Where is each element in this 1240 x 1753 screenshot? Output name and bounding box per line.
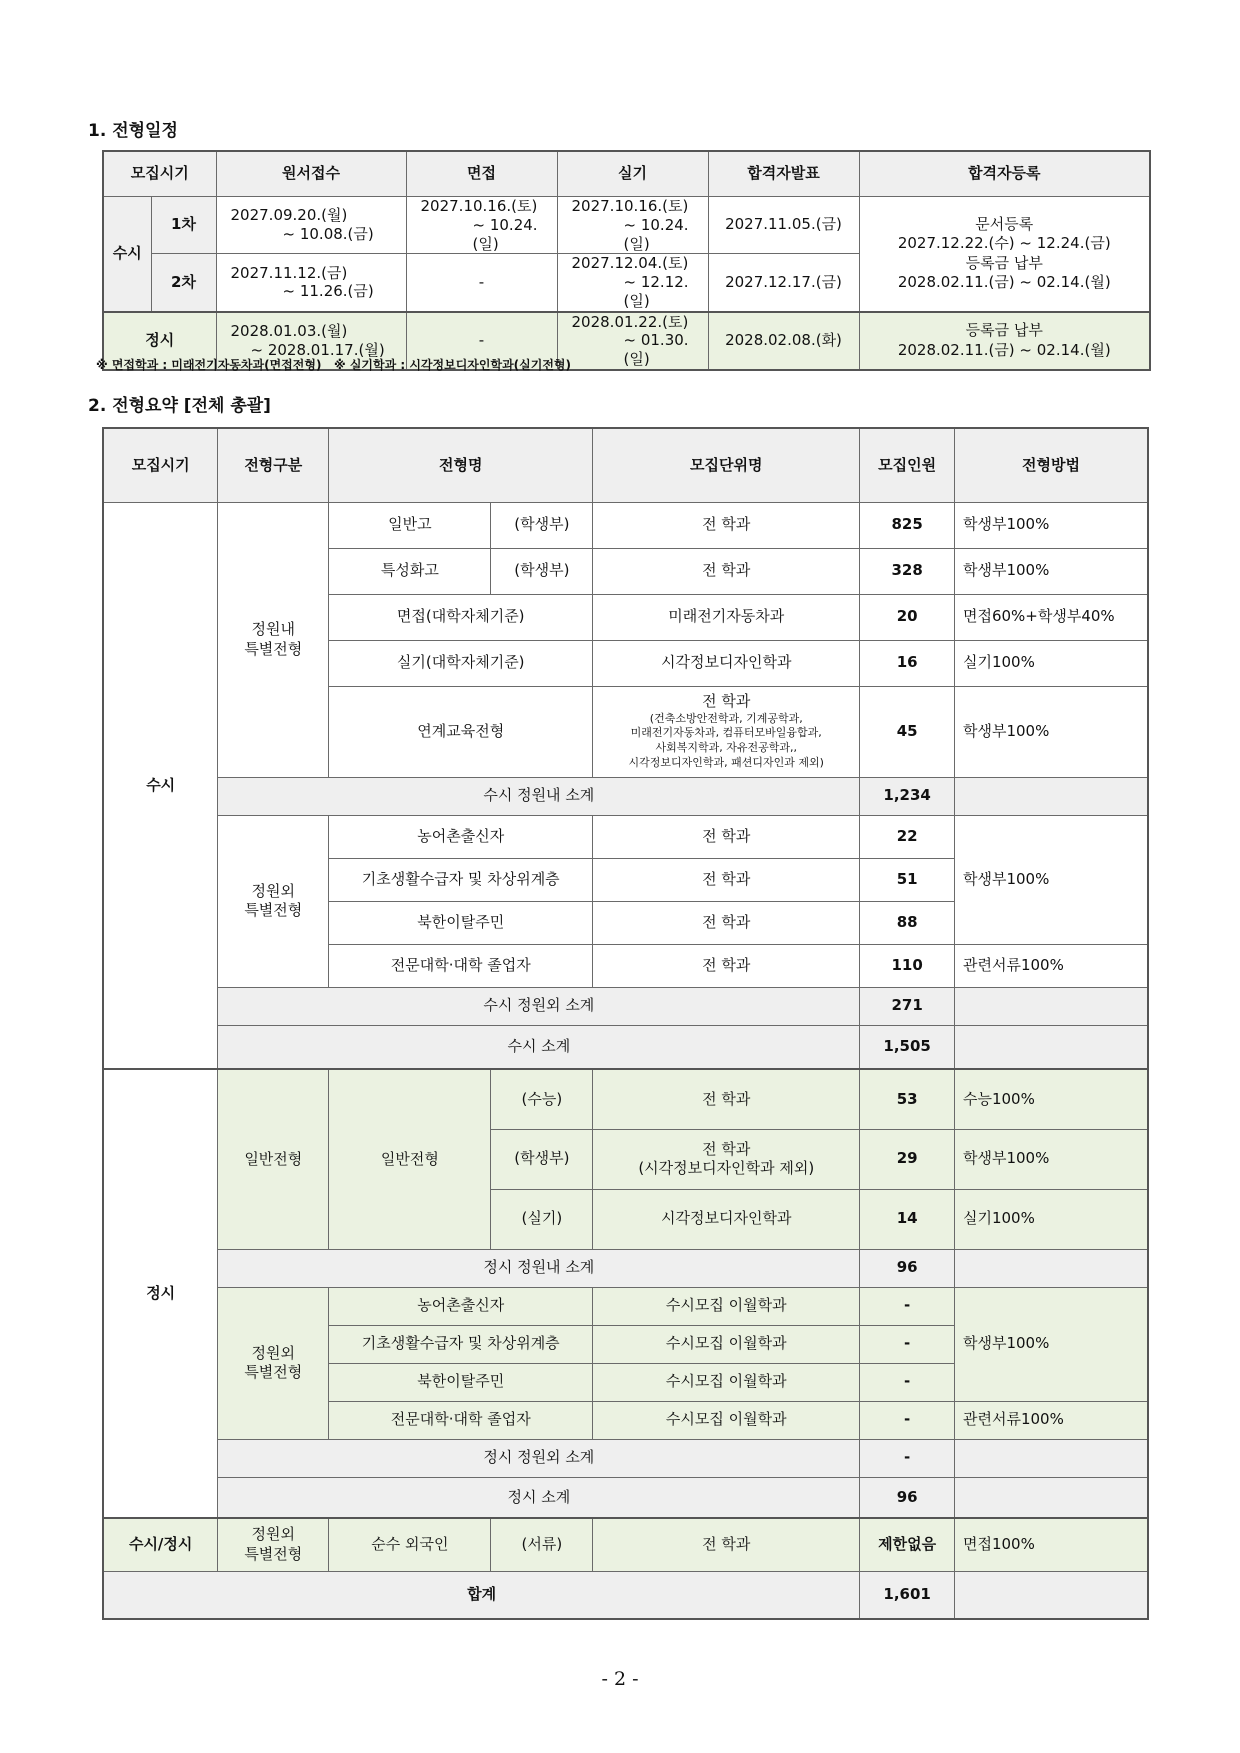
header-interview: 면접 bbox=[406, 151, 557, 197]
jungsi-out-subtotal-label: 정시 정원외 소계 bbox=[218, 1439, 860, 1477]
foreign-count: 제한없음 bbox=[860, 1518, 955, 1571]
table-row-name: 농어촌출신자 bbox=[329, 1287, 593, 1325]
empty-cell bbox=[954, 1249, 1148, 1287]
h-unit: 모집단위명 bbox=[593, 428, 860, 502]
jungsi-register: 등록금 납부 2028.02.11.(금) ~ 02.14.(월) bbox=[859, 312, 1150, 370]
table-row-method: 학생부100% bbox=[954, 548, 1148, 594]
table-row-name: 일반고 bbox=[329, 502, 491, 548]
empty-cell bbox=[954, 1439, 1148, 1477]
page-number: - 2 - bbox=[601, 1668, 639, 1690]
empty-cell bbox=[954, 1477, 1148, 1518]
round-1-label: 1차 bbox=[151, 197, 216, 254]
round-1-apply: 2027.09.20.(월) ~ 10.08.(금) bbox=[216, 197, 406, 254]
susi-register: 문서등록 2027.12.22.(수) ~ 12.24.(금) 등록금 납부 2028.02.11.(금) ~ 02.14.(월) bbox=[859, 197, 1150, 312]
susi-in-subtotal-label: 수시 정원내 소계 bbox=[218, 777, 860, 815]
foreign-type: (서류) bbox=[491, 1518, 593, 1571]
table-row-unit: 전 학과 (시각정보디자인학과 제외) bbox=[593, 1129, 860, 1189]
jungsi-general-category: 일반전형 bbox=[218, 1069, 329, 1249]
table-row-name: 특성화고 bbox=[329, 548, 491, 594]
round-2-apply: 2027.11.12.(금) ~ 11.26.(금) bbox=[216, 254, 406, 312]
table-row-type: (학생부) bbox=[491, 548, 593, 594]
table-row-method: 관련서류100% bbox=[954, 944, 1148, 987]
schedule-table bbox=[102, 150, 1151, 371]
jungsi-in-subtotal-label: 정시 정원내 소계 bbox=[218, 1249, 860, 1287]
round-1-practical: 2027.10.16.(토) ~ 10.24.(일) bbox=[557, 197, 708, 254]
table-row-count: 328 bbox=[860, 548, 955, 594]
table-row-count: - bbox=[860, 1363, 955, 1401]
header-apply: 원서접수 bbox=[216, 151, 406, 197]
table-row-name: 전문대학·대학 졸업자 bbox=[329, 944, 593, 987]
table-row-unit: 수시모집 이월학과 bbox=[593, 1325, 860, 1363]
table-row-count: 22 bbox=[860, 815, 955, 858]
jungsi-subtotal-label: 정시 소계 bbox=[218, 1477, 860, 1518]
table-row-name: 농어촌출신자 bbox=[329, 815, 593, 858]
susi-in-subtotal: 1,234 bbox=[860, 777, 955, 815]
schedule-note: ※ 면접학과 : 미래전기자동차과(면접전형) ※ 실기학과 : 시각정보디자인학과(실기전형) bbox=[96, 358, 572, 372]
table-row-unit: 시각정보디자인학과 bbox=[593, 1189, 860, 1249]
foreign-category: 정원외 특별전형 bbox=[218, 1518, 329, 1571]
susi-out-quota-category: 정원외 특별전형 bbox=[218, 815, 329, 987]
table-row-count: 825 bbox=[860, 502, 955, 548]
susi-subtotal: 1,505 bbox=[860, 1025, 955, 1069]
h-count: 모집인원 bbox=[860, 428, 955, 502]
total-label: 합계 bbox=[103, 1571, 860, 1619]
table-row-name: 북한이탈주민 bbox=[329, 901, 593, 944]
table-row-unit: 수시모집 이월학과 bbox=[593, 1363, 860, 1401]
table-row-name: 기초생활수급자 및 차상위계층 bbox=[329, 858, 593, 901]
header-register: 합격자등록 bbox=[859, 151, 1150, 197]
table-row-unit: 전 학과 bbox=[593, 901, 860, 944]
jungsi-period: 정시 bbox=[103, 1069, 218, 1518]
jungsi-practical: 2028.01.22.(토) ~ 01.30.(일) bbox=[557, 312, 708, 370]
table-row-unit: 전 학과 bbox=[593, 944, 860, 987]
foreign-period: 수시/정시 bbox=[103, 1518, 218, 1571]
jungsi-apply: 2028.01.03.(월) ~ 2028.01.17.(월) bbox=[216, 312, 406, 370]
table-row-unit: 미래전기자동차과 bbox=[593, 594, 860, 640]
round-2-label: 2차 bbox=[151, 254, 216, 312]
susi-in-quota-category: 정원내 특별전형 bbox=[218, 502, 329, 777]
table-row-count: - bbox=[860, 1287, 955, 1325]
table-row-name: 전문대학·대학 졸업자 bbox=[329, 1401, 593, 1439]
jungsi-label: 정시 bbox=[103, 312, 216, 370]
header-announce: 합격자발표 bbox=[708, 151, 859, 197]
table-row-method: 학생부100% bbox=[954, 502, 1148, 548]
total-count: 1,601 bbox=[860, 1571, 955, 1619]
table-row-count: 14 bbox=[860, 1189, 955, 1249]
table-row-name: 면접(대학자체기준) bbox=[329, 594, 593, 640]
empty-cell bbox=[954, 777, 1148, 815]
h-period: 모집시기 bbox=[103, 428, 218, 502]
susi-subtotal-label: 수시 소계 bbox=[218, 1025, 860, 1069]
jungsi-interview: - bbox=[406, 312, 557, 370]
susi-out-subtotal: 271 bbox=[860, 987, 955, 1025]
section1-title: 1. 전형일정 bbox=[88, 121, 178, 141]
jungsi-out-quota-category: 정원외 특별전형 bbox=[218, 1287, 329, 1439]
table-row-count: - bbox=[860, 1325, 955, 1363]
foreign-unit: 전 학과 bbox=[593, 1518, 860, 1571]
table-row-unit: 전 학과 bbox=[593, 1069, 860, 1129]
susi-label: 수시 bbox=[103, 197, 151, 312]
table-row-method: 학생부100% bbox=[954, 686, 1148, 777]
round-2-announce: 2027.12.17.(금) bbox=[708, 254, 859, 312]
table-row-count: - bbox=[860, 1401, 955, 1439]
jungsi-announce: 2028.02.08.(화) bbox=[708, 312, 859, 370]
table-row-unit: 수시모집 이월학과 bbox=[593, 1401, 860, 1439]
table-row-count: 88 bbox=[860, 901, 955, 944]
table-row-count: 53 bbox=[860, 1069, 955, 1129]
table-row-name: 북한이탈주민 bbox=[329, 1363, 593, 1401]
table-row-method: 실기100% bbox=[954, 1189, 1148, 1249]
empty-cell bbox=[954, 987, 1148, 1025]
susi-out-subtotal-label: 수시 정원외 소계 bbox=[218, 987, 860, 1025]
table-row-count: 20 bbox=[860, 594, 955, 640]
table-row-method: 실기100% bbox=[954, 640, 1148, 686]
table-row-method: 관련서류100% bbox=[954, 1401, 1148, 1439]
header-practical: 실기 bbox=[557, 151, 708, 197]
table-row-unit: 수시모집 이월학과 bbox=[593, 1287, 860, 1325]
susi-period: 수시 bbox=[103, 502, 218, 1069]
foreign-method: 면접100% bbox=[954, 1518, 1148, 1571]
empty-cell bbox=[954, 1025, 1148, 1069]
round-2-interview: - bbox=[406, 254, 557, 312]
round-1-announce: 2027.11.05.(금) bbox=[708, 197, 859, 254]
table-row-count: 110 bbox=[860, 944, 955, 987]
table-row-method: 면접60%+학생부40% bbox=[954, 594, 1148, 640]
table-row-type: (실기) bbox=[491, 1189, 593, 1249]
table-row-unit: 전 학과 bbox=[593, 502, 860, 548]
table-row-unit: 전 학과 bbox=[593, 548, 860, 594]
table-row-type: (학생부) bbox=[491, 502, 593, 548]
header-period: 모집시기 bbox=[103, 151, 216, 197]
h-name: 전형명 bbox=[329, 428, 593, 502]
table-row-count: 45 bbox=[860, 686, 955, 777]
round-1-interview: 2027.10.16.(토) ~ 10.24.(일) bbox=[406, 197, 557, 254]
table-row-method: 학생부100% bbox=[954, 1129, 1148, 1189]
table-row-unit: 시각정보디자인학과 bbox=[593, 640, 860, 686]
foreign-name: 순수 외국인 bbox=[329, 1518, 491, 1571]
table-row-unit: 전 학과 bbox=[593, 858, 860, 901]
h-category: 전형구분 bbox=[218, 428, 329, 502]
summary-table bbox=[102, 427, 1149, 1620]
section2-title: 2. 전형요약 [전체 총괄] bbox=[88, 396, 271, 416]
table-row-unit: 전 학과 bbox=[593, 815, 860, 858]
table-row-count: 51 bbox=[860, 858, 955, 901]
table-row-unit: 전 학과 (건축소방안전학과, 기계공학과, 미래전기자동차과, 컴퓨터모바일융합과, 사회복지학과, 자유전공학과,, 시각정보디자인학과, 패션디자인과 제외) bbox=[593, 686, 860, 777]
jungsi-out-subtotal: - bbox=[860, 1439, 955, 1477]
table-row-method: 수능100% bbox=[954, 1069, 1148, 1129]
table-row-count: 16 bbox=[860, 640, 955, 686]
jungsi-general-name: 일반전형 bbox=[329, 1069, 491, 1249]
table-row-type: (학생부) bbox=[491, 1129, 593, 1189]
round-2-practical: 2027.12.04.(토) ~ 12.12.(일) bbox=[557, 254, 708, 312]
table-row-name: 실기(대학자체기준) bbox=[329, 640, 593, 686]
susi-out-method: 학생부100% bbox=[954, 815, 1148, 944]
jungsi-in-subtotal: 96 bbox=[860, 1249, 955, 1287]
table-row-count: 29 bbox=[860, 1129, 955, 1189]
jungsi-out-method: 학생부100% bbox=[954, 1287, 1148, 1401]
jungsi-subtotal: 96 bbox=[860, 1477, 955, 1518]
h-method: 전형방법 bbox=[954, 428, 1148, 502]
table-row-name: 연계교육전형 bbox=[329, 686, 593, 777]
table-row-name: 기초생활수급자 및 차상위계층 bbox=[329, 1325, 593, 1363]
empty-cell bbox=[954, 1571, 1148, 1619]
table-row-type: (수능) bbox=[491, 1069, 593, 1129]
